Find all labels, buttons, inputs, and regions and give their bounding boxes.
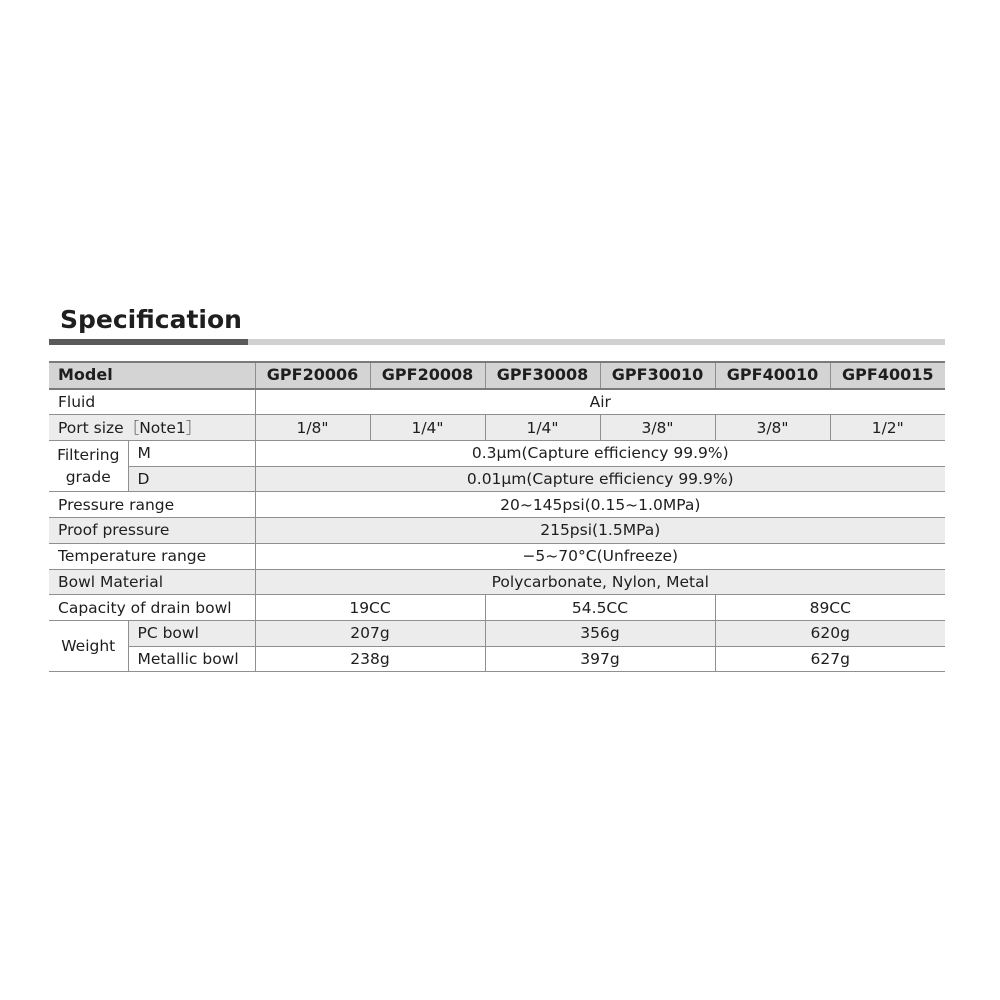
bowl-material-value: Polycarbonate, Nylon, Metal: [255, 569, 945, 595]
model-cell: GPF40010: [715, 362, 830, 389]
weight-metallic-row: [49, 646, 945, 672]
port-size-cell: 3/8": [600, 415, 715, 441]
header-row: [49, 362, 945, 389]
weight-cell: 238g: [255, 646, 485, 672]
row-label: Bowl Material: [49, 569, 255, 595]
row-label: Port size［Note1］: [49, 415, 255, 441]
row-label: Pressure range: [49, 492, 255, 518]
drain-capacity-cell: 19CC: [255, 595, 485, 621]
grade-d-value: 0.01μm(Capture efficiency 99.9%): [255, 466, 945, 492]
weight-label: Weight: [49, 620, 128, 671]
model-cell: GPF30010: [600, 362, 715, 389]
bowl-material-row: [49, 569, 945, 595]
metallic-bowl-label: Metallic bowl: [128, 646, 255, 672]
filtering-grade-m-row: [49, 441, 945, 467]
row-label: Proof pressure: [49, 518, 255, 544]
model-cell: GPF40015: [830, 362, 945, 389]
filtering-grade-d-row: [49, 466, 945, 492]
filtering-label-line2: grade: [65, 468, 111, 487]
model-label: Model: [49, 362, 255, 389]
specification-table: [49, 361, 945, 672]
proof-pressure-row: [49, 518, 945, 544]
pressure-range-value: 20~145psi(0.15~1.0MPa): [255, 492, 945, 518]
grade-m-value: 0.3μm(Capture efficiency 99.9%): [255, 441, 945, 467]
model-cell: GPF20008: [370, 362, 485, 389]
weight-cell: 207g: [255, 620, 485, 646]
row-label: Temperature range: [49, 543, 255, 569]
pc-bowl-label: PC bowl: [128, 620, 255, 646]
port-size-row: [49, 415, 945, 441]
pressure-range-row: [49, 492, 945, 518]
port-size-cell: 3/8": [715, 415, 830, 441]
weight-cell: 620g: [715, 620, 945, 646]
fluid-row: [49, 389, 945, 415]
drain-capacity-row: [49, 595, 945, 621]
weight-cell: 627g: [715, 646, 945, 672]
filtering-grade-label: [49, 441, 128, 492]
drain-capacity-cell: 54.5CC: [485, 595, 715, 621]
title-underline-light: [248, 339, 945, 345]
filtering-label-line1: Filtering: [57, 446, 120, 465]
temperature-range-value: −5~70°C(Unfreeze): [255, 543, 945, 569]
model-cell: GPF30008: [485, 362, 600, 389]
weight-cell: 397g: [485, 646, 715, 672]
row-label: Capacity of drain bowl: [49, 595, 255, 621]
title-underline-dark: [49, 339, 248, 345]
drain-capacity-cell: 89CC: [715, 595, 945, 621]
weight-cell: 356g: [485, 620, 715, 646]
proof-pressure-value: 215psi(1.5MPa): [255, 518, 945, 544]
port-size-cell: 1/2": [830, 415, 945, 441]
weight-pc-row: [49, 620, 945, 646]
model-cell: GPF20006: [255, 362, 370, 389]
grade-m-label: M: [128, 441, 255, 467]
temperature-range-row: [49, 543, 945, 569]
port-size-cell: 1/4": [370, 415, 485, 441]
port-size-cell: 1/8": [255, 415, 370, 441]
row-label: Fluid: [49, 389, 255, 415]
fluid-value: Air: [255, 389, 945, 415]
port-size-cell: 1/4": [485, 415, 600, 441]
page-title: Specification: [60, 305, 242, 334]
grade-d-label: D: [128, 466, 255, 492]
